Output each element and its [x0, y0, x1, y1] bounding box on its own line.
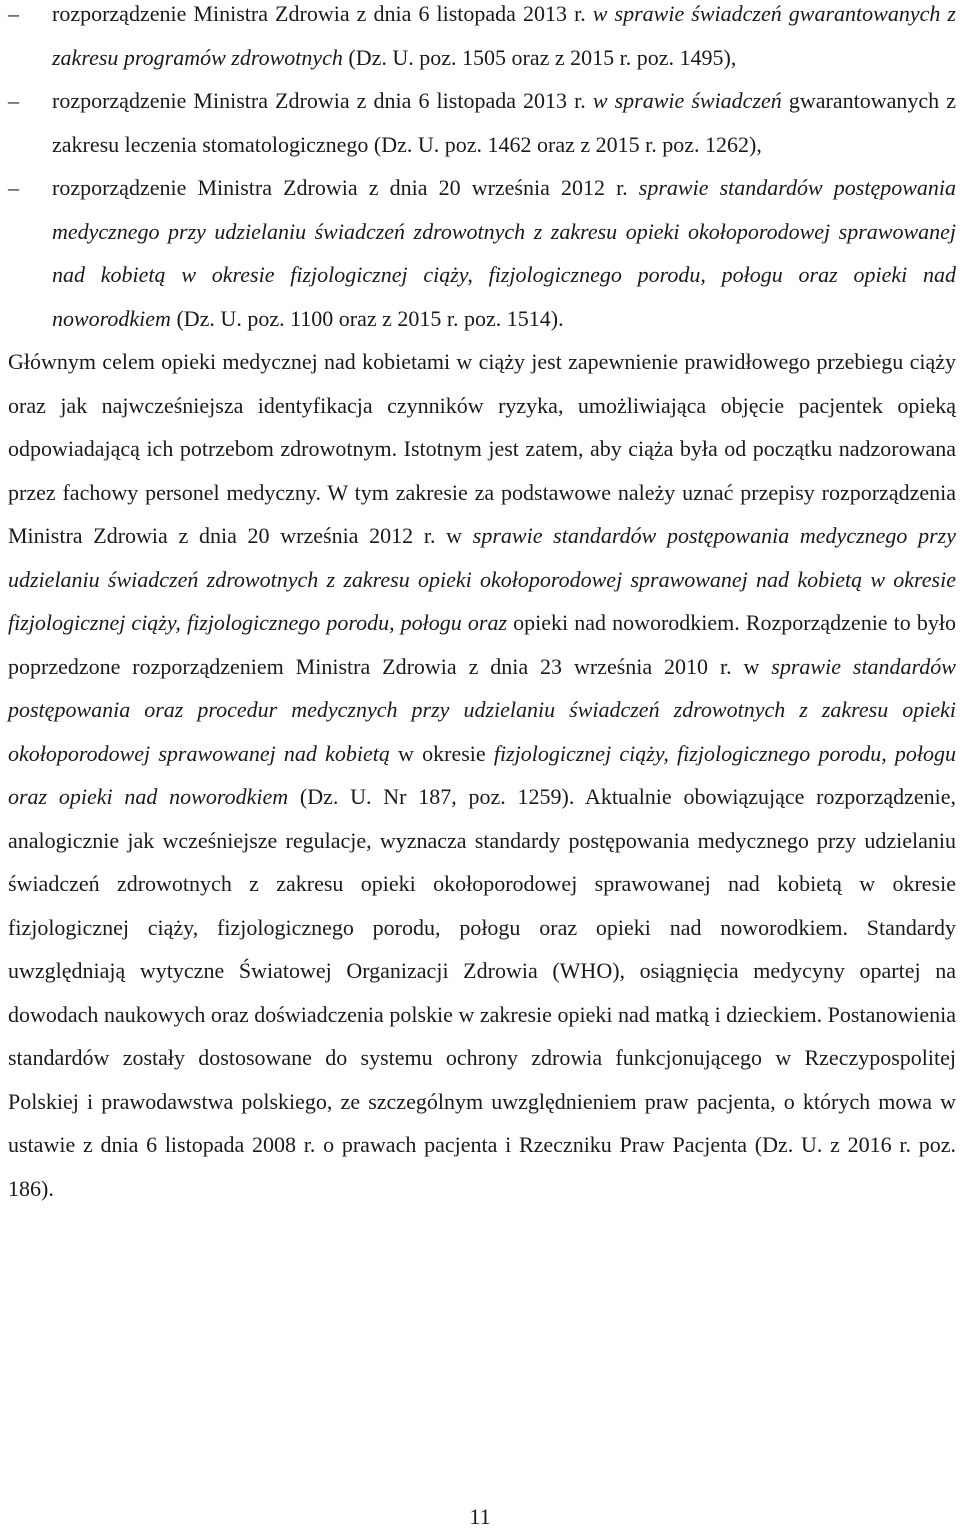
list-item-intro: rozporządzenie Ministra Zdrowia z dnia 20 września 2012 r.	[52, 175, 639, 200]
list-item-intro: rozporządzenie Ministra Zdrowia z dnia 6 listopada 2013 r.	[52, 1, 593, 26]
regulations-list	[8, 0, 956, 340]
page-content	[8, 0, 956, 1210]
list-item-citation: (Dz. U. poz. 1100 oraz z 2015 r. poz. 1514).	[170, 305, 564, 331]
list-item	[8, 0, 956, 79]
list-item-citation: (Dz. U. poz. 1505 oraz z 2015 r. poz. 1495),	[342, 44, 737, 70]
list-item-intro: rozporządzenie Ministra Zdrowia z dnia 6 listopada 2013 r.	[52, 88, 593, 113]
paragraph-text: (Dz. U. Nr 187, poz. 1259). Aktualnie obowiązujące rozporządzenie, analogicznie jak wcześniejsze regulacje, wyznacza standardy postępowania medycznego przy udzielaniu świadczeń zdrowotnych z zakresu opieki okołoporodowej sprawowanej nad kobietą w okresie fizjologicznej ciąży, fizjologicznego porodu, połogu oraz opieki nad noworodkiem. Standardy uwzględniają wytyczne Światowej Organizacji Zdrowia (WHO), osiągnięcia medycyny opartej na dowodach naukowych oraz doświadczenia polskie w zakresie opieki nad matką i dzieckiem. Postanowienia standardów zostały dostosowane do systemu ochrony zdrowia funkcjonującego w Rzeczypospolitej Polskiej i prawodawstwa polskiego, ze szczególnym uwzględnieniem praw pacjenta, o których mowa w ustawie z dnia 6 listopada 2008 r. o prawach pacjenta i Rzeczniku Praw Pacjenta (Dz. U. z 2016 r. poz. 186).	[8, 784, 957, 1201]
list-item-citation: gwarantowanych z zakresu leczenia stomatologicznego (Dz. U. poz. 1462 oraz z 2015 r. poz. 1262),	[52, 88, 956, 157]
page-number: 11	[469, 1504, 491, 1529]
paragraph-italic-text: fizjologicznej ciąży, fizjologicznego porodu, połogu oraz opieki nad noworodkiem	[8, 740, 957, 809]
paragraph-text: Głównym celem opieki medycznej nad kobietami w ciąży jest zapewnienie prawidłowego przebiegu ciąży oraz jak najwcześniejsza identyfikacja czynników ryzyka, umożliwiająca objęcie pacjentek opieką odpowiadającą ich potrzebom zdrowotnym. Istotnym jest zatem, aby ciąża była od początku nadzorowana przez fachowy personel medyczny. W tym zakresie za podstawowe należy uznać przepisy rozporządzenia Ministra Zdrowia z dnia 20 września 2012 r. w	[8, 349, 956, 548]
list-dash: –	[8, 175, 19, 200]
list-item	[8, 166, 956, 340]
paragraph-italic-text: sprawie standardów postępowania medycznego przy udzielaniu świadczeń zdrowotnych z zakresu opieki okołoporodowej sprawowanej nad kobietą w okresie fizjologicznej ciąży, fizjologicznego porodu, połogu oraz	[8, 523, 956, 635]
list-item	[8, 79, 956, 166]
list-item-title: w sprawie świadczeń gwarantowanych z zakresu programów zdrowotnych	[52, 1, 956, 70]
list-item-title: sprawie standardów postępowania medycznego przy udzielaniu świadczeń zdrowotnych z zakresu opieki okołoporodowej sprawowanej nad kobietą w okresie fizjologicznej ciąży, fizjologicznego porodu, połogu oraz opieki nad noworodkiem	[52, 175, 956, 331]
paragraph-text: opieki nad noworodkiem. Rozporządzenie to było poprzedzone rozporządzeniem Ministra Zdrowia z dnia 23 września 2010 r. w	[8, 610, 956, 679]
list-item-title: w sprawie świadczeń	[592, 88, 782, 113]
paragraph-italic-text: sprawie standardów postępowania oraz procedur medycznych przy udzielaniu świadczeń zdrowotnych z zakresu opieki okołoporodowej sprawowanej nad kobietą	[8, 653, 956, 766]
list-dash: –	[8, 88, 19, 113]
body-paragraph	[8, 340, 956, 1210]
list-dash: –	[8, 1, 19, 26]
paragraph-text: w okresie	[389, 740, 494, 766]
